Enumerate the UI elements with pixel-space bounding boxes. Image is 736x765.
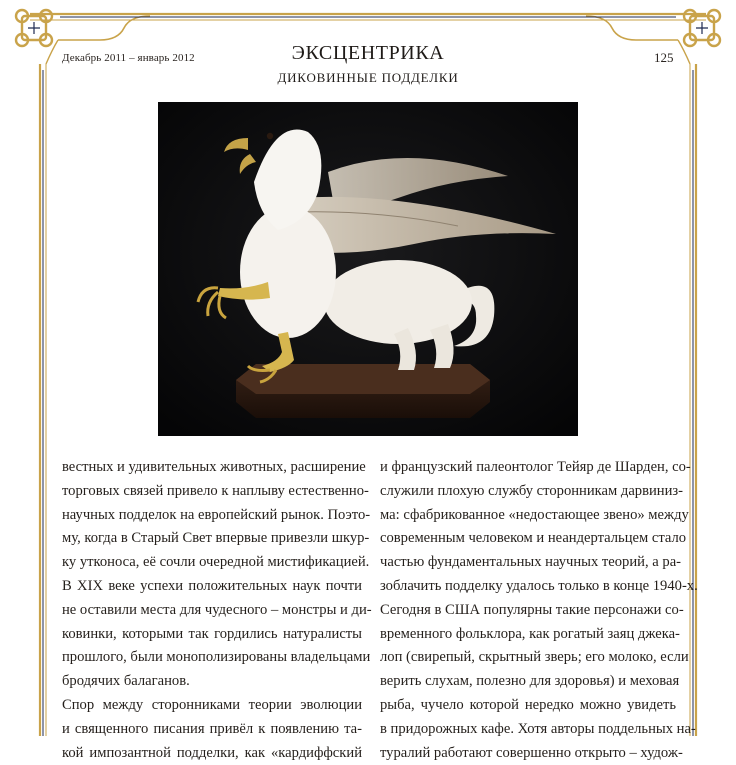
text-line: бродячих балаганов. [62, 673, 190, 690]
section-subtitle: ДИКОВИННЫЕ ПОДДЕЛКИ [277, 70, 459, 85]
text-line: верить слухам, полезно для здоровья) и меховая [380, 673, 680, 690]
article-column-left [62, 456, 372, 765]
section-title: ЭКСЦЕНТРИКА [291, 42, 445, 64]
text-line: временного фольклора, как рогатый заяц джека- [380, 625, 680, 642]
text-line: му, когда в Старый Свет впервые привезли шкур- [62, 530, 370, 547]
celtic-knot-icon [684, 10, 720, 46]
text-line: ма: сфабрикованное «недостающее звено» между [380, 506, 689, 523]
text-line: прошлого, были монополизированы владельцами [62, 649, 371, 666]
article-column-right [380, 456, 698, 765]
griffin-taxidermy-image [158, 102, 578, 436]
text-line: кой импозантной подделки, как «кардиффский [62, 744, 362, 761]
celtic-knot-icon [16, 10, 52, 46]
text-line: В XIX веке успехи положительных наук почти [62, 577, 362, 594]
text-line: научных подделок на европейский рынок. Поэто- [62, 506, 371, 523]
text-line: Спор между сторонниками теории эволюции [62, 696, 362, 713]
text-line: в придорожных кафе. Хотя авторы поддельных на- [380, 720, 696, 737]
text-line: вестных и удивительных животных, расширение [62, 459, 366, 475]
issue-date: Декабрь 2011 – январь 2012 [62, 52, 195, 64]
text-line: современным человеком и неандертальцем стало [380, 530, 687, 547]
text-line: не оставили места для чудесного – монстры и ди- [62, 601, 372, 618]
text-line: рыба, чучело которой нередко можно увидеть [380, 696, 676, 713]
text-line: туралий работают совершенно открыто – худож- [380, 744, 683, 761]
text-line: и французский палеонтолог Тейяр де Шарден, со- [380, 459, 691, 475]
text-line: торговых связей привело к наплыву естественно- [62, 482, 369, 499]
text-line: зоблачить подделку удалось только в конце 1940-х. [380, 577, 698, 594]
text-line: ковинки, которыми так гордились натуралисты [62, 625, 362, 642]
text-line: Сегодня в США популярны такие персонажи со- [380, 601, 684, 618]
text-line: служили плохую службу сторонникам дарвиниз- [380, 482, 684, 499]
text-line: и священного писания привёл к появлению та- [62, 720, 362, 737]
text-line: лоп (свирепый, скрытный зверь; его молоко, если [380, 649, 689, 666]
page-number: 125 [654, 50, 674, 65]
griffin-photo [158, 102, 578, 436]
text-line: частью фундаментальных научных теорий, а ра- [380, 554, 682, 571]
text-line: ку утконоса, её сочли очередной мистификацией. [62, 554, 370, 571]
